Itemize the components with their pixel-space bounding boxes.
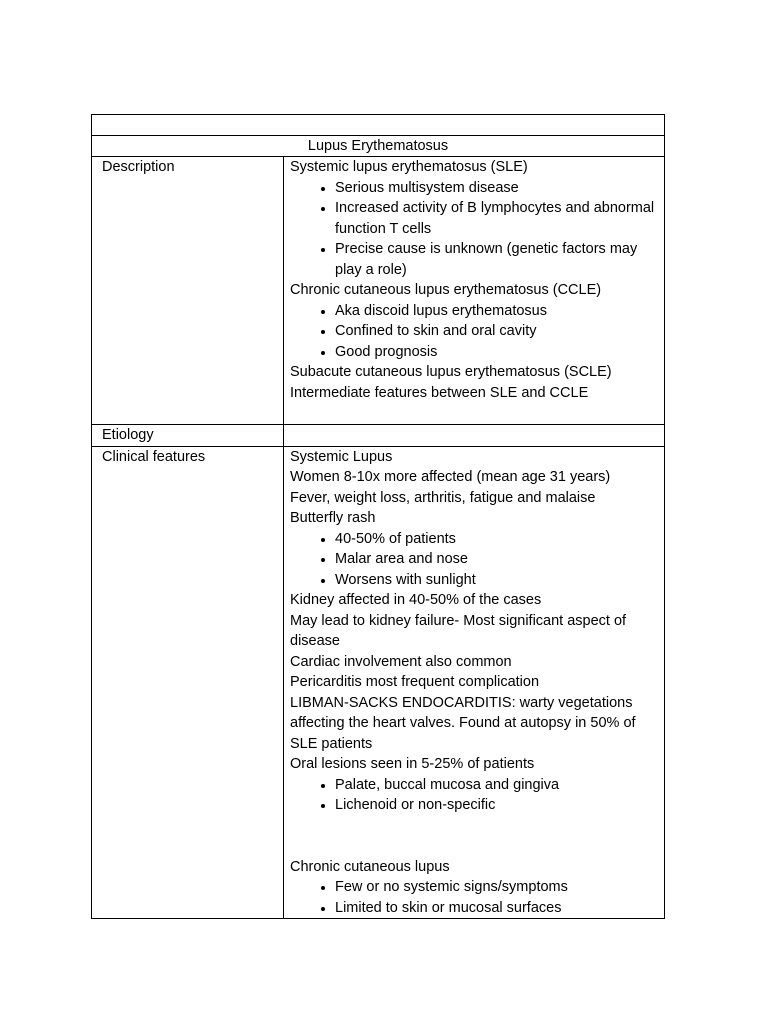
text-line: Pericarditis most frequent complication bbox=[290, 674, 540, 690]
description-content bbox=[284, 157, 665, 425]
text-line: Oral lesions seen in 5-25% of patients bbox=[290, 756, 535, 772]
text-line: Women 8-10x more affected (mean age 31 years) bbox=[290, 469, 611, 485]
lupus-table bbox=[91, 114, 665, 919]
scle-line: Intermediate features between SLE and CCLE bbox=[290, 384, 589, 401]
oral-bullet-list bbox=[290, 775, 658, 816]
table-title-row bbox=[92, 136, 665, 157]
list-item: • 40-50% of patients bbox=[335, 529, 658, 550]
list-item: • Worsens with sunlight bbox=[335, 570, 658, 591]
ccle-heading: Chronic cutaneous lupus erythematosus (CCLE) bbox=[290, 282, 602, 298]
etiology-row bbox=[92, 425, 665, 447]
scle-heading: Subacute cutaneous lupus erythematosus (SCLE) bbox=[290, 364, 612, 380]
text-line: Kidney affected in 40-50% of the cases bbox=[290, 592, 542, 608]
list-item: • Confined to skin and oral cavity bbox=[335, 321, 658, 342]
etiology-content bbox=[284, 425, 665, 447]
text-line: Butterfly rash bbox=[290, 510, 376, 526]
clinical-features-content bbox=[284, 446, 665, 919]
text-line: Fever, weight loss, arthritis, fatigue and malaise bbox=[290, 489, 596, 506]
sle-bullet-list bbox=[290, 178, 658, 281]
text-line: Systemic Lupus bbox=[290, 448, 393, 465]
text-line: Cardiac involvement also common bbox=[290, 653, 512, 670]
clinical-features-row bbox=[92, 446, 665, 919]
table-empty-top-row bbox=[92, 115, 665, 136]
list-item: • Malar area and nose bbox=[335, 549, 658, 570]
text-line: LIBMAN-SACKS ENDOCARDITIS: warty vegetations affecting the heart valves. Found at autopsy in 50% of SLE patients bbox=[290, 694, 636, 752]
sle-heading: Systemic lupus erythematosus (SLE) bbox=[290, 159, 528, 175]
text-line: May lead to kidney failure- Most significant aspect of disease bbox=[290, 612, 627, 649]
list-item: • Palate, buccal mucosa and gingiva bbox=[335, 775, 658, 796]
list-item: • Good prognosis bbox=[335, 342, 658, 363]
chronic-heading: Chronic cutaneous lupus bbox=[290, 858, 450, 875]
list-item: • Few or no systemic signs/symptoms bbox=[335, 877, 658, 898]
list-item: • Aka discoid lupus erythematosus bbox=[335, 301, 658, 322]
ccle-bullet-list bbox=[290, 301, 658, 363]
clinical-features-label: Clinical features bbox=[92, 446, 284, 919]
list-item: • Precise cause is unknown (genetic factors may play a role) bbox=[335, 239, 658, 280]
list-item: • Limited to skin or mucosal surfaces bbox=[335, 898, 658, 919]
description-row bbox=[92, 157, 665, 425]
chronic-bullet-list bbox=[290, 877, 658, 918]
list-item: • Serious multisystem disease bbox=[335, 178, 658, 199]
list-item: • Lichenoid or non-specific bbox=[335, 795, 658, 816]
list-item: • Increased activity of B lymphocytes and abnormal function T cells bbox=[335, 198, 658, 239]
etiology-label: Etiology bbox=[92, 425, 284, 447]
table-title: Lupus Erythematosus bbox=[92, 136, 665, 157]
empty-cell bbox=[92, 115, 665, 136]
description-label: Description bbox=[92, 157, 284, 425]
rash-bullet-list bbox=[290, 529, 658, 591]
